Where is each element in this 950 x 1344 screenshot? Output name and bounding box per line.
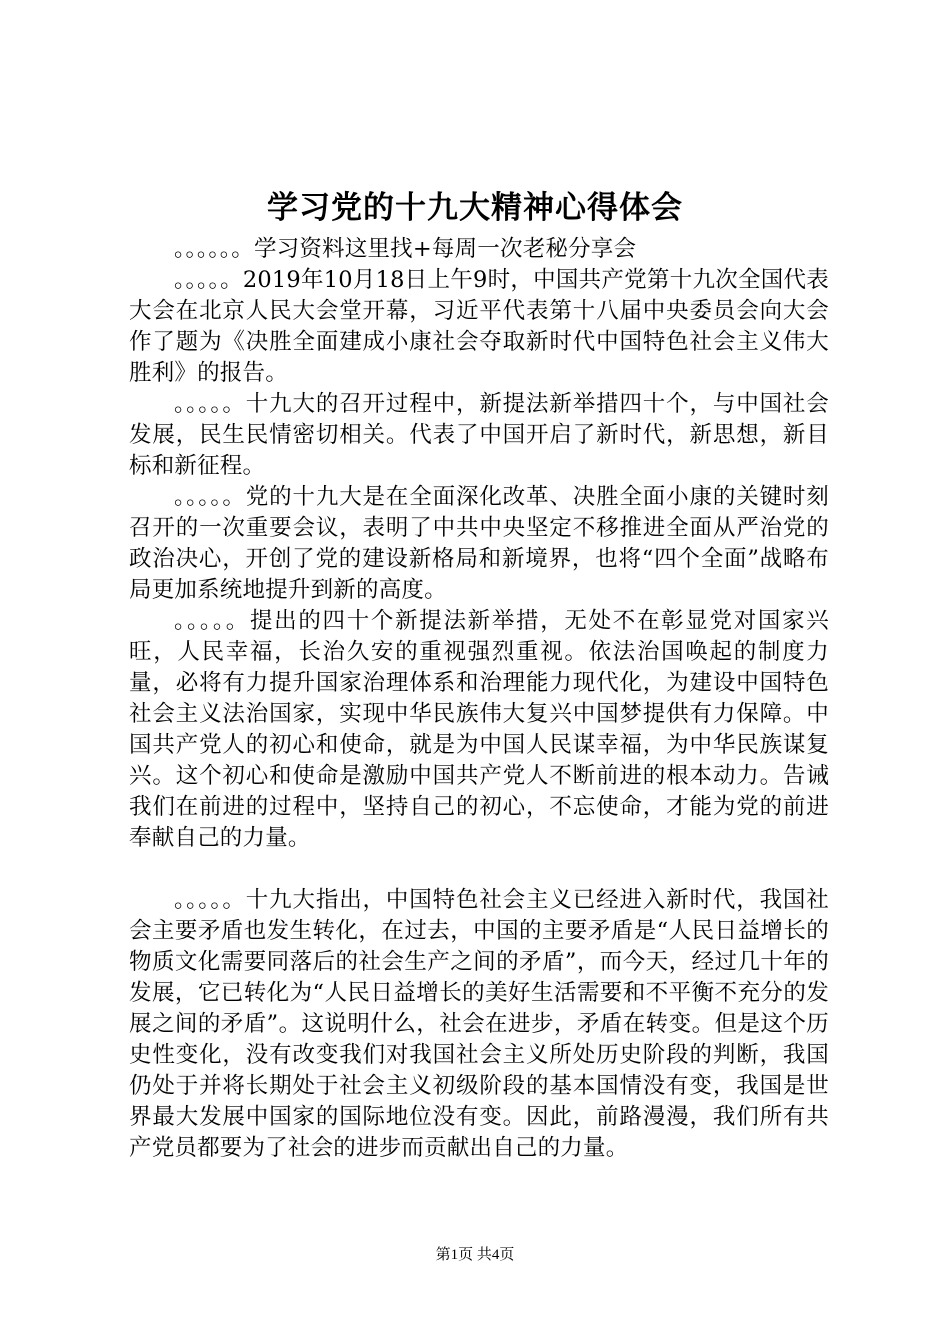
page-footer: 第1页 共4页 <box>435 1247 515 1263</box>
paragraph-intro: 。。。。。。学习资料这里找+每周一次老秘分享会 <box>174 236 637 262</box>
paragraph-key-meeting: 。。。。。党的十九大是在全面深化改革、决胜全面小康的关键时刻召开的一次重要会议，表明了中共中央坚定不移推进全面从严治党的政治决心，开创了党的建设新格局和新境界，也将“四个全面”战略布局更加系统地提升到新的高度。 <box>129 484 829 603</box>
document-title: 学习党的十九大精神心得体会 <box>267 190 683 226</box>
paragraph-original-mission: 。。。。。提出的四十个新提法新举措，无处不在彰显党对国家兴旺，人民幸福，长治久安的重视强烈重视。依法治国唤起的制度力量，必将有力提升国家治理体系和治理能力现代化，为建设中国特色社会主义法治国家，实现中华民族伟大复兴中国梦提供有力保障。中国共产党人的初心和使命，就是为中国人民谋幸福，为中华民族谋复兴。这个初心和使命是激励中国共产党人不断前进的根本动力。告诫我们在前进的过程中，坚持自己的初心，不忘使命，才能为党的前进奉献自己的力量。 <box>129 608 829 851</box>
paragraph-opening: 。。。。。2019年10月18日上午9时，中国共产党第十九次全国代表大会在北京人民大会堂开幕，习近平代表第十八届中央委员会向大会作了题为《决胜全面建成小康社会夺取新时代中国特色社会主义伟大胜利》的报告。 <box>129 267 829 386</box>
paragraph-new-measures: 。。。。。十九大的召开过程中，新提法新举措四十个，与中国社会发展，民生民情密切相关。代表了中国开启了新时代，新思想，新目标和新征程。 <box>129 391 829 479</box>
paragraph-main-contradiction: 。。。。。十九大指出，中国特色社会主义已经进入新时代，我国社会主要矛盾也发生转化，在过去，中国的主要矛盾是“人民日益增长的物质文化需要同落后的社会生产之间的矛盾”，而今天，经过几十年的发展，它已转化为“人民日益增长的美好生活需要和不平衡不充分的发展之间的矛盾”。这说明什么，社会在进步，矛盾在转变。但是这个历史性变化，没有改变我们对我国社会主义所处历史阶段的判断，我国仍处于并将长期处于社会主义初级阶段的基本国情没有变，我国是世界最大发展中国家的国际地位没有变。因此，前路漫漫，我们所有共产党员都要为了社会的进步而贡献出自己的力量。 <box>129 887 829 1161</box>
document-body <box>129 234 829 1164</box>
paragraph-gap <box>129 854 829 885</box>
